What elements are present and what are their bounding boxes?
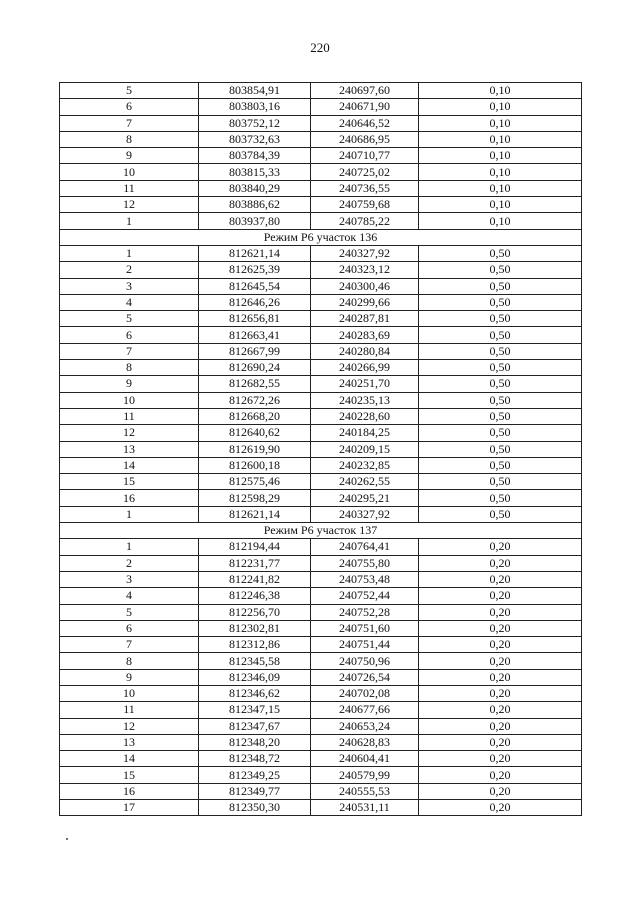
point-number-cell: 12 bbox=[60, 197, 199, 213]
table-row bbox=[60, 83, 582, 99]
table-row bbox=[60, 539, 582, 555]
x-coordinate-cell: 812672,26 bbox=[199, 392, 311, 408]
table-row bbox=[60, 800, 582, 816]
value-cell: 0,20 bbox=[419, 539, 582, 555]
x-coordinate-cell: 812349,25 bbox=[199, 767, 311, 783]
y-coordinate-cell: 240751,60 bbox=[311, 620, 419, 636]
x-coordinate-cell: 812348,20 bbox=[199, 734, 311, 750]
table-row bbox=[60, 685, 582, 701]
x-coordinate-cell: 812690,24 bbox=[199, 360, 311, 376]
value-cell: 0,50 bbox=[419, 441, 582, 457]
table-row bbox=[60, 474, 582, 490]
point-number-cell: 9 bbox=[60, 669, 199, 685]
x-coordinate-cell: 803854,91 bbox=[199, 83, 311, 99]
point-number-cell: 15 bbox=[60, 767, 199, 783]
y-coordinate-cell: 240764,41 bbox=[311, 539, 419, 555]
point-number-cell: 5 bbox=[60, 311, 199, 327]
y-coordinate-cell: 240785,22 bbox=[311, 213, 419, 229]
x-coordinate-cell: 812349,77 bbox=[199, 783, 311, 799]
value-cell: 0,50 bbox=[419, 262, 582, 278]
value-cell: 0,50 bbox=[419, 360, 582, 376]
page-number: 220 bbox=[310, 40, 330, 55]
y-coordinate-cell: 240295,21 bbox=[311, 490, 419, 506]
x-coordinate-cell: 812625,39 bbox=[199, 262, 311, 278]
value-cell: 0,10 bbox=[419, 164, 582, 180]
table-row bbox=[60, 294, 582, 310]
section-heading-row bbox=[60, 523, 582, 539]
table-row bbox=[60, 180, 582, 196]
point-number-cell: 8 bbox=[60, 131, 199, 147]
y-coordinate-cell: 240653,24 bbox=[311, 718, 419, 734]
point-number-cell: 8 bbox=[60, 360, 199, 376]
table-row bbox=[60, 392, 582, 408]
x-coordinate-cell: 812663,41 bbox=[199, 327, 311, 343]
y-coordinate-cell: 240726,54 bbox=[311, 669, 419, 685]
y-coordinate-cell: 240228,60 bbox=[311, 408, 419, 424]
y-coordinate-cell: 240300,46 bbox=[311, 278, 419, 294]
table-row bbox=[60, 408, 582, 424]
table-row bbox=[60, 115, 582, 131]
point-number-cell: 10 bbox=[60, 685, 199, 701]
scan-speck bbox=[66, 838, 68, 840]
table-row bbox=[60, 197, 582, 213]
y-coordinate-cell: 240604,41 bbox=[311, 751, 419, 767]
table-row bbox=[60, 669, 582, 685]
table-row bbox=[60, 262, 582, 278]
y-coordinate-cell: 240327,92 bbox=[311, 506, 419, 522]
x-coordinate-cell: 803732,63 bbox=[199, 131, 311, 147]
value-cell: 0,50 bbox=[419, 474, 582, 490]
value-cell: 0,20 bbox=[419, 555, 582, 571]
x-coordinate-cell: 812682,55 bbox=[199, 376, 311, 392]
table-row bbox=[60, 376, 582, 392]
y-coordinate-cell: 240327,92 bbox=[311, 245, 419, 261]
value-cell: 0,10 bbox=[419, 115, 582, 131]
point-number-cell: 1 bbox=[60, 245, 199, 261]
y-coordinate-cell: 240251,70 bbox=[311, 376, 419, 392]
value-cell: 0,20 bbox=[419, 653, 582, 669]
value-cell: 0,10 bbox=[419, 131, 582, 147]
x-coordinate-cell: 812667,99 bbox=[199, 343, 311, 359]
y-coordinate-cell: 240752,44 bbox=[311, 588, 419, 604]
point-number-cell: 6 bbox=[60, 620, 199, 636]
table-row bbox=[60, 490, 582, 506]
value-cell: 0,20 bbox=[419, 588, 582, 604]
x-coordinate-cell: 812312,86 bbox=[199, 637, 311, 653]
table-row bbox=[60, 653, 582, 669]
point-number-cell: 17 bbox=[60, 800, 199, 816]
value-cell: 0,20 bbox=[419, 669, 582, 685]
x-coordinate-cell: 803815,33 bbox=[199, 164, 311, 180]
x-coordinate-cell: 812621,14 bbox=[199, 245, 311, 261]
y-coordinate-cell: 240736,55 bbox=[311, 180, 419, 196]
point-number-cell: 4 bbox=[60, 294, 199, 310]
table-row bbox=[60, 148, 582, 164]
point-number-cell: 14 bbox=[60, 457, 199, 473]
y-coordinate-cell: 240752,28 bbox=[311, 604, 419, 620]
x-coordinate-cell: 812256,70 bbox=[199, 604, 311, 620]
table-row bbox=[60, 734, 582, 750]
y-coordinate-cell: 240287,81 bbox=[311, 311, 419, 327]
point-number-cell: 5 bbox=[60, 604, 199, 620]
table-row bbox=[60, 213, 582, 229]
value-cell: 0,20 bbox=[419, 637, 582, 653]
x-coordinate-cell: 812640,62 bbox=[199, 425, 311, 441]
x-coordinate-cell: 812347,67 bbox=[199, 718, 311, 734]
value-cell: 0,20 bbox=[419, 604, 582, 620]
value-cell: 0,20 bbox=[419, 702, 582, 718]
value-cell: 0,50 bbox=[419, 294, 582, 310]
y-coordinate-cell: 240235,13 bbox=[311, 392, 419, 408]
y-coordinate-cell: 240697,60 bbox=[311, 83, 419, 99]
value-cell: 0,20 bbox=[419, 718, 582, 734]
y-coordinate-cell: 240671,90 bbox=[311, 99, 419, 115]
value-cell: 0,20 bbox=[419, 685, 582, 701]
y-coordinate-cell: 240579,99 bbox=[311, 767, 419, 783]
y-coordinate-cell: 240299,66 bbox=[311, 294, 419, 310]
x-coordinate-cell: 812600,18 bbox=[199, 457, 311, 473]
point-number-cell: 4 bbox=[60, 588, 199, 604]
table-row bbox=[60, 620, 582, 636]
x-coordinate-cell: 803752,12 bbox=[199, 115, 311, 131]
value-cell: 0,50 bbox=[419, 278, 582, 294]
point-number-cell: 2 bbox=[60, 262, 199, 278]
y-coordinate-cell: 240753,48 bbox=[311, 571, 419, 587]
point-number-cell: 7 bbox=[60, 343, 199, 359]
table-row bbox=[60, 702, 582, 718]
y-coordinate-cell: 240323,12 bbox=[311, 262, 419, 278]
y-coordinate-cell: 240702,08 bbox=[311, 685, 419, 701]
value-cell: 0,10 bbox=[419, 197, 582, 213]
table-row bbox=[60, 718, 582, 734]
point-number-cell: 12 bbox=[60, 718, 199, 734]
value-cell: 0,20 bbox=[419, 620, 582, 636]
point-number-cell: 16 bbox=[60, 783, 199, 799]
x-coordinate-cell: 812598,29 bbox=[199, 490, 311, 506]
x-coordinate-cell: 812345,58 bbox=[199, 653, 311, 669]
x-coordinate-cell: 803803,16 bbox=[199, 99, 311, 115]
value-cell: 0,10 bbox=[419, 83, 582, 99]
table-row bbox=[60, 327, 582, 343]
value-cell: 0,50 bbox=[419, 457, 582, 473]
table-row bbox=[60, 360, 582, 376]
table-row bbox=[60, 457, 582, 473]
point-number-cell: 11 bbox=[60, 702, 199, 718]
point-number-cell: 14 bbox=[60, 751, 199, 767]
table-row bbox=[60, 637, 582, 653]
value-cell: 0,10 bbox=[419, 148, 582, 164]
value-cell: 0,50 bbox=[419, 311, 582, 327]
y-coordinate-cell: 240266,99 bbox=[311, 360, 419, 376]
y-coordinate-cell: 240531,11 bbox=[311, 800, 419, 816]
value-cell: 0,50 bbox=[419, 425, 582, 441]
value-cell: 0,50 bbox=[419, 245, 582, 261]
section-heading: Режим Р6 участок 136 bbox=[60, 229, 582, 245]
x-coordinate-cell: 812346,62 bbox=[199, 685, 311, 701]
x-coordinate-cell: 803784,39 bbox=[199, 148, 311, 164]
value-cell: 0,20 bbox=[419, 571, 582, 587]
point-number-cell: 1 bbox=[60, 539, 199, 555]
y-coordinate-cell: 240677,66 bbox=[311, 702, 419, 718]
y-coordinate-cell: 240283,69 bbox=[311, 327, 419, 343]
section-heading: Режим Р6 участок 137 bbox=[60, 523, 582, 539]
y-coordinate-cell: 240262,55 bbox=[311, 474, 419, 490]
y-coordinate-cell: 240628,83 bbox=[311, 734, 419, 750]
value-cell: 0,20 bbox=[419, 734, 582, 750]
point-number-cell: 11 bbox=[60, 180, 199, 196]
y-coordinate-cell: 240184,25 bbox=[311, 425, 419, 441]
x-coordinate-cell: 803937,80 bbox=[199, 213, 311, 229]
y-coordinate-cell: 240751,44 bbox=[311, 637, 419, 653]
value-cell: 0,50 bbox=[419, 343, 582, 359]
value-cell: 0,20 bbox=[419, 783, 582, 799]
x-coordinate-cell: 812619,90 bbox=[199, 441, 311, 457]
x-coordinate-cell: 812575,46 bbox=[199, 474, 311, 490]
table-row bbox=[60, 164, 582, 180]
table-row bbox=[60, 555, 582, 571]
table-row bbox=[60, 571, 582, 587]
point-number-cell: 12 bbox=[60, 425, 199, 441]
point-number-cell: 3 bbox=[60, 278, 199, 294]
value-cell: 0,10 bbox=[419, 99, 582, 115]
y-coordinate-cell: 240725,02 bbox=[311, 164, 419, 180]
y-coordinate-cell: 240750,96 bbox=[311, 653, 419, 669]
value-cell: 0,50 bbox=[419, 376, 582, 392]
section-heading-row bbox=[60, 229, 582, 245]
point-number-cell: 3 bbox=[60, 571, 199, 587]
table-row bbox=[60, 506, 582, 522]
point-number-cell: 16 bbox=[60, 490, 199, 506]
point-number-cell: 1 bbox=[60, 213, 199, 229]
x-coordinate-cell: 812348,72 bbox=[199, 751, 311, 767]
point-number-cell: 2 bbox=[60, 555, 199, 571]
point-number-cell: 7 bbox=[60, 115, 199, 131]
value-cell: 0,50 bbox=[419, 392, 582, 408]
y-coordinate-cell: 240759,68 bbox=[311, 197, 419, 213]
y-coordinate-cell: 240646,52 bbox=[311, 115, 419, 131]
value-cell: 0,50 bbox=[419, 490, 582, 506]
point-number-cell: 15 bbox=[60, 474, 199, 490]
value-cell: 0,50 bbox=[419, 408, 582, 424]
table-row bbox=[60, 131, 582, 147]
table-row bbox=[60, 441, 582, 457]
table-row bbox=[60, 767, 582, 783]
point-number-cell: 8 bbox=[60, 653, 199, 669]
x-coordinate-cell: 812645,54 bbox=[199, 278, 311, 294]
value-cell: 0,20 bbox=[419, 800, 582, 816]
value-cell: 0,50 bbox=[419, 327, 582, 343]
x-coordinate-cell: 812241,82 bbox=[199, 571, 311, 587]
x-coordinate-cell: 812346,09 bbox=[199, 669, 311, 685]
coordinates-table bbox=[59, 82, 582, 816]
table-row bbox=[60, 343, 582, 359]
value-cell: 0,50 bbox=[419, 506, 582, 522]
y-coordinate-cell: 240232,85 bbox=[311, 457, 419, 473]
x-coordinate-cell: 812350,30 bbox=[199, 800, 311, 816]
y-coordinate-cell: 240755,80 bbox=[311, 555, 419, 571]
table-row bbox=[60, 604, 582, 620]
value-cell: 0,10 bbox=[419, 180, 582, 196]
point-number-cell: 9 bbox=[60, 376, 199, 392]
y-coordinate-cell: 240280,84 bbox=[311, 343, 419, 359]
y-coordinate-cell: 240555,53 bbox=[311, 783, 419, 799]
x-coordinate-cell: 812646,26 bbox=[199, 294, 311, 310]
y-coordinate-cell: 240686,95 bbox=[311, 131, 419, 147]
point-number-cell: 1 bbox=[60, 506, 199, 522]
point-number-cell: 6 bbox=[60, 99, 199, 115]
table-row bbox=[60, 311, 582, 327]
y-coordinate-cell: 240710,77 bbox=[311, 148, 419, 164]
point-number-cell: 10 bbox=[60, 164, 199, 180]
x-coordinate-cell: 812231,77 bbox=[199, 555, 311, 571]
x-coordinate-cell: 812656,81 bbox=[199, 311, 311, 327]
point-number-cell: 9 bbox=[60, 148, 199, 164]
value-cell: 0,10 bbox=[419, 213, 582, 229]
table-row bbox=[60, 588, 582, 604]
point-number-cell: 7 bbox=[60, 637, 199, 653]
table-row bbox=[60, 99, 582, 115]
point-number-cell: 13 bbox=[60, 734, 199, 750]
x-coordinate-cell: 812621,14 bbox=[199, 506, 311, 522]
value-cell: 0,20 bbox=[419, 751, 582, 767]
point-number-cell: 11 bbox=[60, 408, 199, 424]
x-coordinate-cell: 803886,62 bbox=[199, 197, 311, 213]
point-number-cell: 13 bbox=[60, 441, 199, 457]
y-coordinate-cell: 240209,15 bbox=[311, 441, 419, 457]
x-coordinate-cell: 812194,44 bbox=[199, 539, 311, 555]
x-coordinate-cell: 803840,29 bbox=[199, 180, 311, 196]
table-row bbox=[60, 245, 582, 261]
x-coordinate-cell: 812246,38 bbox=[199, 588, 311, 604]
table-row bbox=[60, 751, 582, 767]
x-coordinate-cell: 812347,15 bbox=[199, 702, 311, 718]
point-number-cell: 5 bbox=[60, 83, 199, 99]
point-number-cell: 10 bbox=[60, 392, 199, 408]
table-row bbox=[60, 783, 582, 799]
x-coordinate-cell: 812668,20 bbox=[199, 408, 311, 424]
x-coordinate-cell: 812302,81 bbox=[199, 620, 311, 636]
value-cell: 0,20 bbox=[419, 767, 582, 783]
point-number-cell: 6 bbox=[60, 327, 199, 343]
table-row bbox=[60, 425, 582, 441]
table-row bbox=[60, 278, 582, 294]
